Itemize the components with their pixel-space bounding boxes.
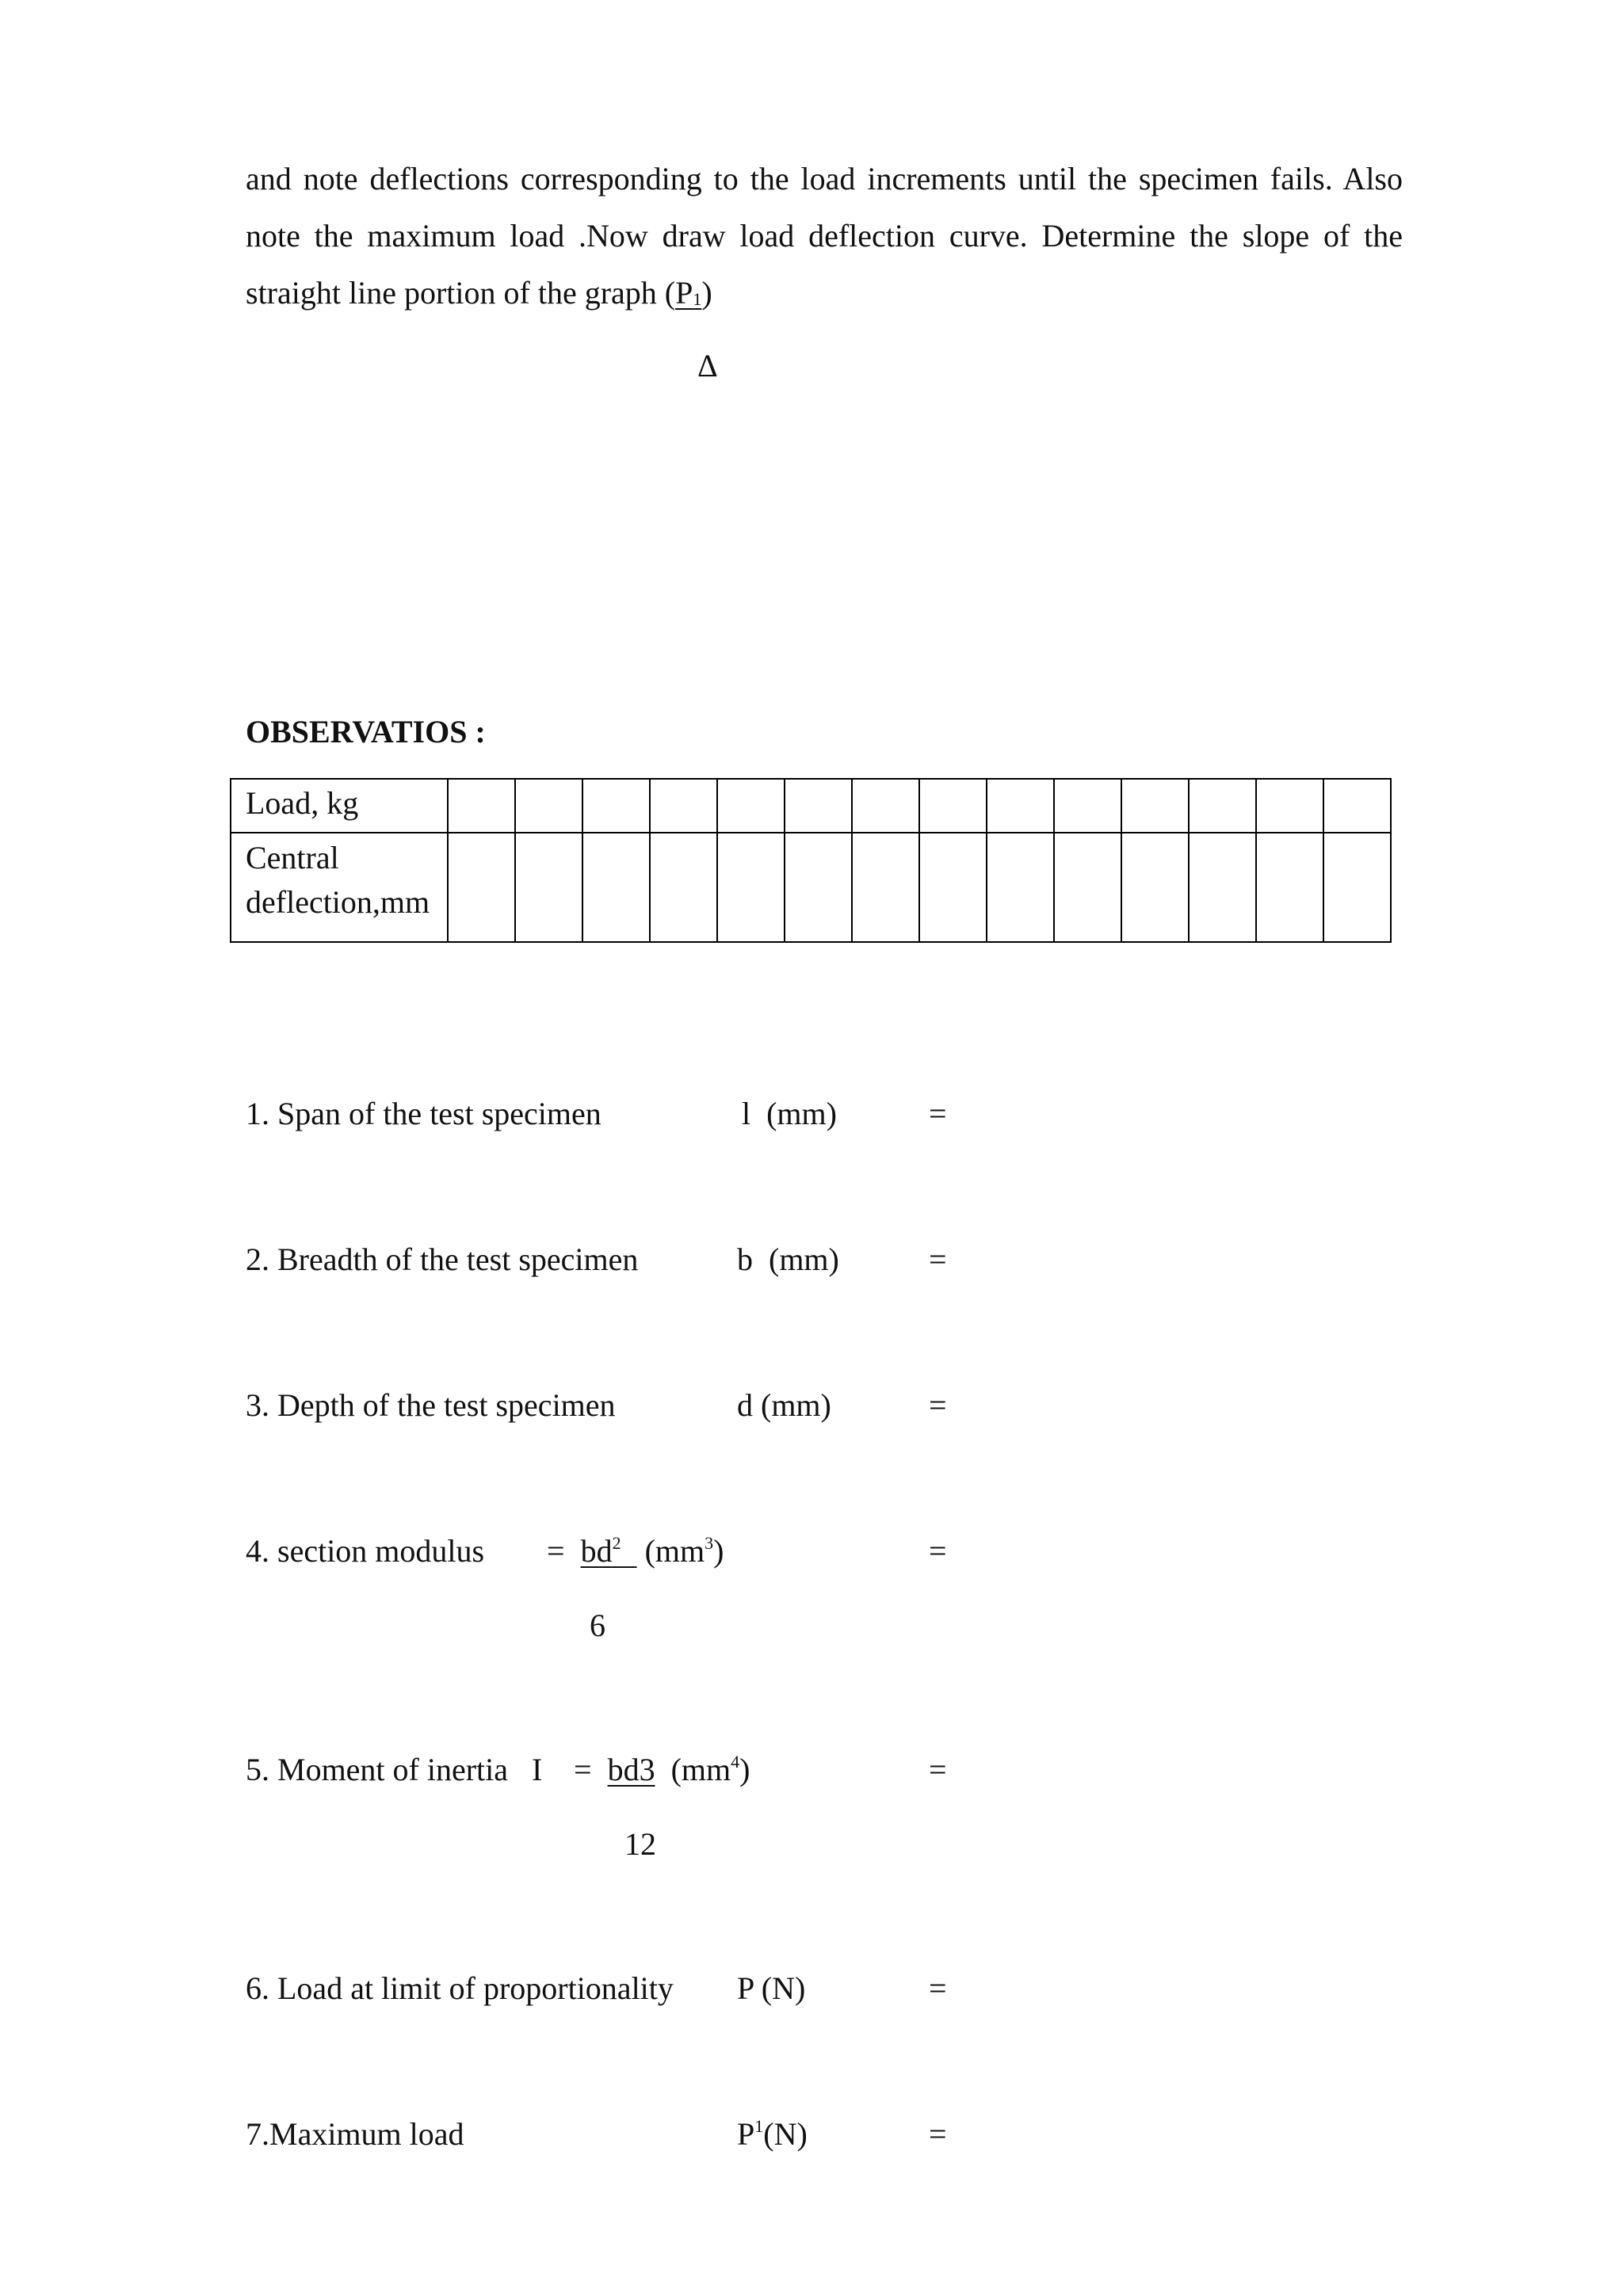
table-cell [1323,779,1391,833]
table-cell [1054,779,1121,833]
table-cell [1323,833,1391,942]
observations-heading: OBSERVATIOS : [246,714,486,749]
table-cell [987,779,1054,833]
prop-label: 6. Load at limit of proportionality [246,1970,674,2006]
table-cell [919,779,987,833]
inertia-equals: = [929,1752,947,1787]
max-symbol: $P^1(N)$ [737,2116,808,2152]
observation-table [230,778,1392,943]
table-cell [1189,779,1256,833]
span-symbol: l (mm) [742,1096,837,1131]
table-cell [1054,833,1121,942]
table-cell [1121,779,1189,833]
table-row-load [231,779,1391,833]
table-cell [852,833,919,942]
modulus-denominator: 6 [590,1608,605,1643]
breadth-label: 2. Breadth of the test specimen [246,1241,639,1277]
table-cell [717,833,785,942]
table-cell [852,779,919,833]
table-cell [515,833,582,942]
max-label: 7.Maximum load [246,2116,464,2152]
deflection-label: Central deflection,mm [231,833,448,942]
inertia-formula: = bd3 $(mm^4)$ [574,1752,750,1787]
table-row-deflection [231,833,1391,942]
table-cell [582,779,650,833]
table-cell [987,833,1054,942]
prop-equals: = [929,1970,947,2006]
breadth-symbol: b (mm) [737,1241,839,1277]
max-equals: = [929,2116,947,2152]
table-cell [582,833,650,942]
modulus-equals: = [929,1533,947,1569]
depth-symbol: d (mm) [737,1387,831,1423]
table-cell [515,779,582,833]
table-cell [448,779,515,833]
depth-label: 3. Depth of the test specimen [246,1387,616,1423]
modulus-formula: = $bd^2$ $(mm^3)$ [547,1533,724,1569]
load-label: Load, kg [231,779,448,833]
table-cell [919,833,987,942]
inertia-denominator: 12 [624,1826,656,1862]
intro-line-2: note the maximum load .Now draw load deflection curve. Determine the slope of the [246,218,1403,254]
modulus-numerator: $bd^2$ [580,1533,621,1569]
slope-numerator: $P_1$ [675,275,702,311]
table-cell [785,779,852,833]
table-cell [448,833,515,942]
span-equals: = [929,1096,947,1131]
prop-symbol: P (N) [737,1970,806,2006]
delta-symbol: Δ [697,348,718,383]
table-cell [1256,833,1323,942]
table-cell [1189,833,1256,942]
inertia-numerator: bd3 [607,1752,655,1787]
breadth-equals: = [929,1241,947,1277]
table-cell [1256,779,1323,833]
table-cell [785,833,852,942]
table-cell [650,833,717,942]
intro-line-1: and note deflections corresponding to the load increments until the specimen fails. Also [246,161,1403,196]
table-cell [717,779,785,833]
span-label: 1. Span of the test specimen [246,1096,601,1131]
modulus-label: 4. section modulus [246,1533,485,1569]
intro-line-3: straight line portion of the graph $(P_1)$ [246,275,712,311]
depth-equals: = [929,1387,947,1423]
table-cell [650,779,717,833]
inertia-label: 5. Moment of inertia I [246,1752,543,1787]
table-cell [1121,833,1189,942]
